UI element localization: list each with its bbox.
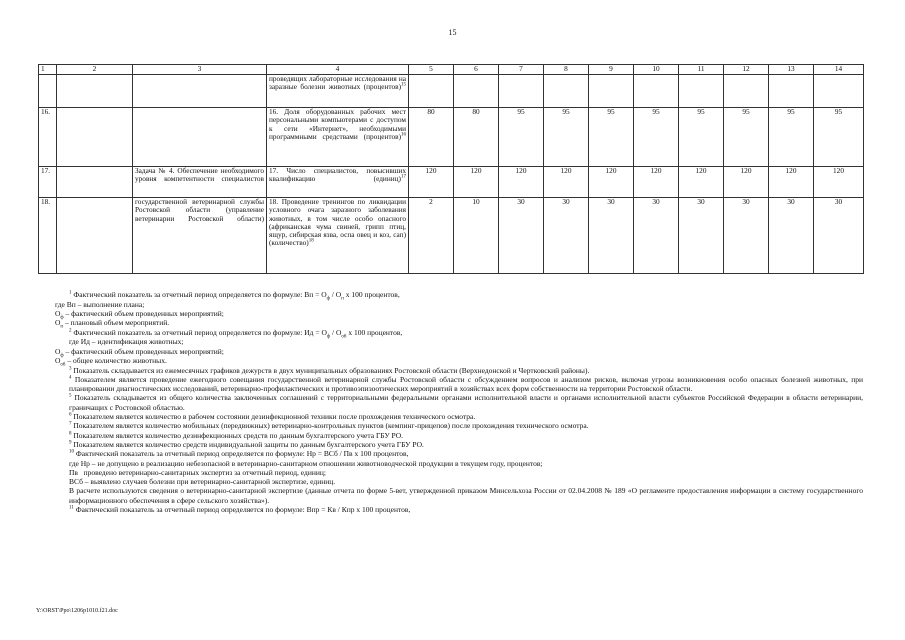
col-header: 3 xyxy=(133,65,267,75)
footnote-3 xyxy=(55,366,863,375)
row-indicator xyxy=(267,198,409,274)
footnote-number: 9 xyxy=(69,440,72,446)
col-header: 7 xyxy=(499,65,544,75)
col-header: 10 xyxy=(634,65,679,75)
value-cell: 120 xyxy=(769,167,814,198)
value-cell: 95 xyxy=(814,108,864,167)
footnote-number: 1 xyxy=(69,290,72,296)
footnote-text: О xyxy=(55,346,61,356)
footnote-text: Показателем является количество дезинфекционных средств по данным бухгалтерского учета ГБУ РО. xyxy=(73,430,404,440)
subscript: ф xyxy=(60,315,64,321)
indicator-text: проведящих лабораторные исследования на заразные болезни животных (процентов) xyxy=(269,74,406,92)
value-cell: 80 xyxy=(409,108,454,167)
footnote-text: – плановый объем мероприятий. xyxy=(63,318,170,328)
row-number xyxy=(39,75,57,108)
footnote-10 xyxy=(55,449,863,458)
value-cell: 95 xyxy=(544,108,589,167)
footnote-8 xyxy=(55,431,863,440)
col-header: 5 xyxy=(409,65,454,75)
row-empty xyxy=(57,167,133,198)
footnote-text: Показателем является проведение ежегодного совещания государственной ветеринарной службы Ростовской области с обсуждением вопросов и анализом рисков, включая угрозы возникновения особо опасных болезней животных, при планировании диагностических исследований, ветеринарно-профилактических и противоэпизоотических мероприятий в хозяйствах всех форм собственности на территории Ростовской области. xyxy=(69,374,863,394)
value-cell: 120 xyxy=(634,167,679,198)
col-header: 1 xyxy=(39,65,57,75)
row-number: 16. xyxy=(39,108,57,167)
footnote-line: где Ид – идентификация животных; xyxy=(69,337,184,347)
subscript: ф xyxy=(326,334,331,340)
subscript: п xyxy=(341,296,344,302)
value-cell: 95 xyxy=(769,108,814,167)
footnote-text: – общее количество животных. xyxy=(65,356,167,366)
row-empty xyxy=(57,198,133,274)
footnote-text: Показателем является количество в рабочем состоянии дезинфекционной техники после прохождения технического осмотра. xyxy=(73,412,476,422)
footnote-line xyxy=(55,356,863,366)
subscript: п xyxy=(60,324,64,330)
indicator-text: 18. Проведение тренингов по ликвидации условного очага заразного заболевания животных, в том числе особо опасного (африканская чума свиней, грипп птиц, ящур, сибирская язва, оспа овец и коз, сап) (количество) xyxy=(269,197,406,248)
row-number: 17. xyxy=(39,167,57,198)
table-row xyxy=(39,75,864,108)
value-cell: 120 xyxy=(589,167,634,198)
footnote-text: х 100 процентов, xyxy=(343,290,400,299)
value-cell: 30 xyxy=(724,198,769,274)
footnote-line xyxy=(55,347,863,357)
table-row xyxy=(39,108,864,167)
row-number: 18. xyxy=(39,198,57,274)
table-row xyxy=(39,167,864,198)
indicator-text: 16. Доля оборудованных рабочих мест персональными компьютерами с доступом к сети «Интернет», необходимыми программными средствами (процентов) xyxy=(269,107,406,141)
footnote-text: О xyxy=(55,356,61,366)
row-indicator xyxy=(267,167,409,198)
row-task xyxy=(133,108,267,167)
footnote-line: ВСб – выявлено случаев болезни при ветеринарно-санитарной экспертизе, единиц. xyxy=(69,477,336,487)
subscript: об xyxy=(60,362,66,368)
value-cell: 10 xyxy=(454,198,499,274)
footnote-5 xyxy=(55,393,863,412)
row-indicator xyxy=(267,75,409,108)
value-cell: 80 xyxy=(454,108,499,167)
footnote-4 xyxy=(55,375,863,394)
row-empty xyxy=(57,75,133,108)
value-cell: 95 xyxy=(589,108,634,167)
footnote-text: Фактический показатель за отчетный период определяется по формуле: Нр = ВСб / Пв х 100 процентов, xyxy=(75,449,409,459)
footnote-1 xyxy=(55,290,863,300)
col-header: 13 xyxy=(769,65,814,75)
value-cell: 95 xyxy=(634,108,679,167)
value-cell: 120 xyxy=(814,167,864,198)
value-cell xyxy=(409,75,454,108)
footnote-text: Показателем является количество средств индивидуальной защиты по данным бухгалтерского учета ГБУ РО. xyxy=(73,439,424,449)
footnote-9 xyxy=(55,440,863,449)
footnote-text: Фактический показатель за отчетный период определяется по формуле: Вп = О xyxy=(73,290,327,299)
indicators-table xyxy=(38,64,864,274)
value-cell: 30 xyxy=(679,198,724,274)
footnote-number: 11 xyxy=(69,505,74,511)
footnote-number: 6 xyxy=(69,412,72,418)
value-cell: 95 xyxy=(679,108,724,167)
calculation-note: В расчете используются сведения о ветеринарно-санитарной экспертизе (данные отчета по форме 5-вет, утвержденной приказом Минсельхоза России от 02.04.2008 № 189 «О регламенте предоставления информации в систему государственного информационного обеспечения в сфере сельского хозяйства»). xyxy=(69,486,863,505)
footnote-text: Фактический показатель за отчетный период определяется по формуле: Ид = О xyxy=(73,327,327,337)
value-cell xyxy=(544,75,589,108)
row-task xyxy=(133,75,267,108)
col-header: 9 xyxy=(589,65,634,75)
footnote-line xyxy=(55,309,863,319)
value-cell xyxy=(769,75,814,108)
col-header: 2 xyxy=(57,65,133,75)
subscript: об xyxy=(341,334,347,340)
footnote-text: / О xyxy=(329,290,342,299)
col-header: 8 xyxy=(544,65,589,75)
footnote-7 xyxy=(55,421,863,430)
footnote-number: 2 xyxy=(69,328,72,334)
subscript: ф xyxy=(326,296,330,302)
footnote-text: Показатель складывается из ежемесячных графиков дежурств в двух муниципальных образованиях Ростовской области (Верхнедонской и Чертковский районы). xyxy=(73,365,590,375)
col-header: 6 xyxy=(454,65,499,75)
footnote-ref: 15 xyxy=(401,82,406,88)
footnote-line: Пв проведено ветеринарно-санитарных экспертиз за отчетный период, единиц; xyxy=(69,467,326,477)
footnote-text: – фактический объем проведенных мероприятий; xyxy=(63,346,224,356)
value-cell: 30 xyxy=(769,198,814,274)
footnote-line: где Вп – выполнение плана; xyxy=(55,299,145,309)
value-cell: 30 xyxy=(589,198,634,274)
footnote-text: Показатель складывается из общего количества заключенных соглашений с территориальными федеральными органами исполнительной власти и органами исполнительной власти субъектов Российской Федерации в области ветеринарии, граничащих с Ростовской областью. xyxy=(69,393,863,412)
footnote-ref: 18 xyxy=(308,239,314,245)
value-cell xyxy=(679,75,724,108)
footnote-number: 8 xyxy=(69,431,72,437)
col-header: 12 xyxy=(724,65,769,75)
value-cell: 120 xyxy=(679,167,724,198)
row-task: Задача № 4. Обеспечение необходимого уровня компетентности специалистов xyxy=(133,167,267,198)
value-cell: 120 xyxy=(724,167,769,198)
footnote-number: 4 xyxy=(69,375,72,381)
value-cell: 120 xyxy=(454,167,499,198)
footnote-2 xyxy=(55,328,863,338)
footnote-number: 10 xyxy=(69,449,74,455)
footnote-ref: 17 xyxy=(401,174,406,180)
footnote-line xyxy=(55,318,863,328)
value-cell: 30 xyxy=(634,198,679,274)
value-cell: 95 xyxy=(499,108,544,167)
indicator-text: 17. Число специалистов, повысивших квалификацию (единиц) xyxy=(269,166,406,184)
value-cell xyxy=(814,75,864,108)
footnote-text: Показателем является количество мобильных (передвижных) ветеринарно-контрольных пунктов (кемпинг-прицепов) после прохождения технического осмотра. xyxy=(73,421,589,431)
footnote-text: О xyxy=(55,308,61,318)
file-path-footer: Y:\ORST\Ppo\1206p1010.f21.doc xyxy=(36,608,118,614)
col-header: 14 xyxy=(814,65,864,75)
footnote-text: Фактический показатель за отчетный период определяется по формуле: Впр = Кв / Кпр х 100 процентов, xyxy=(75,505,411,515)
footnotes xyxy=(55,290,863,514)
footnote-number: 7 xyxy=(69,421,72,427)
value-cell xyxy=(589,75,634,108)
value-cell: 30 xyxy=(499,198,544,274)
table-row xyxy=(39,198,864,274)
table-header-row xyxy=(39,65,864,75)
col-header: 11 xyxy=(679,65,724,75)
footnote-text: / О xyxy=(330,327,342,337)
col-header: 4 xyxy=(267,65,409,75)
row-empty xyxy=(57,108,133,167)
value-cell xyxy=(634,75,679,108)
value-cell: 30 xyxy=(814,198,864,274)
footnote-number: 5 xyxy=(69,393,72,399)
page-number: 15 xyxy=(448,28,457,37)
subscript: ф xyxy=(60,353,64,359)
value-cell xyxy=(499,75,544,108)
footnote-6 xyxy=(55,412,863,421)
footnote-11 xyxy=(55,505,863,514)
value-cell: 120 xyxy=(544,167,589,198)
footnote-text: – фактический объем проведенных мероприятий; xyxy=(63,308,224,318)
value-cell: 95 xyxy=(724,108,769,167)
row-indicator xyxy=(267,108,409,167)
footnote-text: х 100 процентов, xyxy=(346,327,403,337)
value-cell xyxy=(724,75,769,108)
footnote-number: 3 xyxy=(69,366,72,372)
footnote-text: О xyxy=(55,318,61,328)
footnote-ref: 16 xyxy=(401,132,406,138)
value-cell xyxy=(454,75,499,108)
value-cell: 2 xyxy=(409,198,454,274)
value-cell: 30 xyxy=(544,198,589,274)
value-cell: 120 xyxy=(499,167,544,198)
value-cell: 120 xyxy=(409,167,454,198)
row-task: государственной ветеринарной службы Ростовской области (управление ветеринарии Ростовской области) xyxy=(133,198,267,274)
footnote-line: где Нр – не допущено в реализацию небезопасной в ветеринарно-санитарном отношении животноводческой продукции в текущем году, процентов; xyxy=(69,458,543,468)
